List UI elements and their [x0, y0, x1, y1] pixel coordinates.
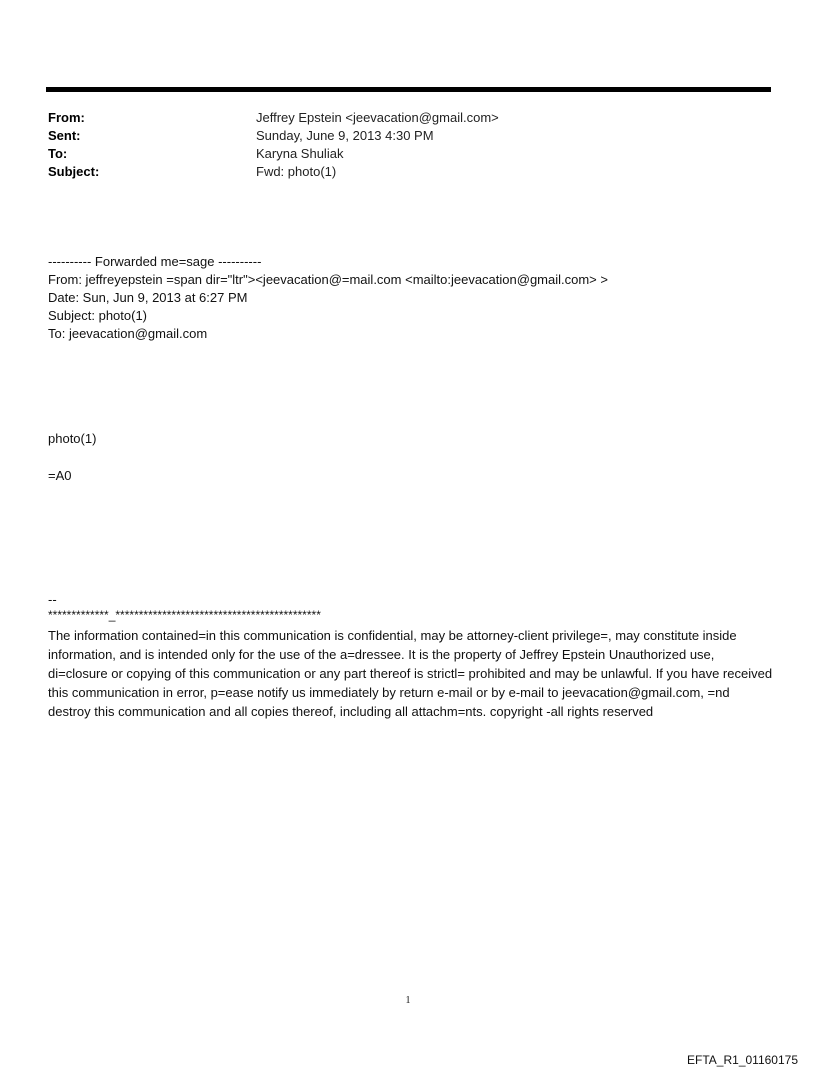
confidentiality-disclaimer: The information contained=in this communication is confidential, may be attorney-client privilege=, may constitute inside information, and is intended only for the use of the a=dressee. It is the property of Jeffrey Epstein Unauthorized use, di=closure or copying of this communication or any part thereof is strictl= prohibited and may be unlawful. If you have received this communication in error, p=ease notify us immediately by return e-mail or by e-mail to jeevacation@gmail.com, =nd destroy this communication and all copies thereof, including all attachm=nts. copyright -all rights reserved [48, 628, 773, 719]
from-label: From: [48, 110, 85, 125]
signature-stars: *************_******************************************** [48, 608, 321, 622]
forward-separator: ---------- Forwarded me=sage ---------- [48, 254, 262, 269]
from-value: Jeffrey Epstein <jeevacation@gmail.com> [256, 110, 499, 125]
bates-number: EFTA_R1_01160175 [687, 1053, 798, 1067]
to-label: To: [48, 146, 68, 161]
photo-text: photo(1) [48, 431, 97, 446]
sent-label: Sent: [48, 128, 81, 143]
forwarded-message-header [48, 253, 608, 343]
forward-date: Date: Sun, Jun 9, 2013 at 6:27 PM [48, 290, 248, 305]
header-from-row [48, 109, 748, 127]
to-value: Karyna Shuliak [256, 146, 344, 161]
subject-value: Fwd: photo(1) [256, 164, 337, 179]
forward-subject: Subject: photo(1) [48, 308, 148, 323]
email-header [48, 109, 748, 181]
subject-label: Subject: [48, 164, 100, 179]
sent-value: Sunday, June 9, 2013 4:30 PM [256, 128, 434, 143]
header-subject-row [48, 163, 748, 181]
header-to-row [48, 145, 748, 163]
signature-dashes: -- [48, 592, 57, 607]
header-rule [46, 87, 771, 92]
header-sent-row [48, 127, 748, 145]
forward-to: To: jeevacation@gmail.com [48, 326, 208, 341]
forward-from: From: jeffreyepstein =span dir="ltr"><jeevacation@=mail.com <mailto:jeevacation@gmail.com> > [48, 272, 608, 287]
page-number: 1 [405, 995, 411, 1006]
a0-text: =A0 [48, 468, 72, 483]
